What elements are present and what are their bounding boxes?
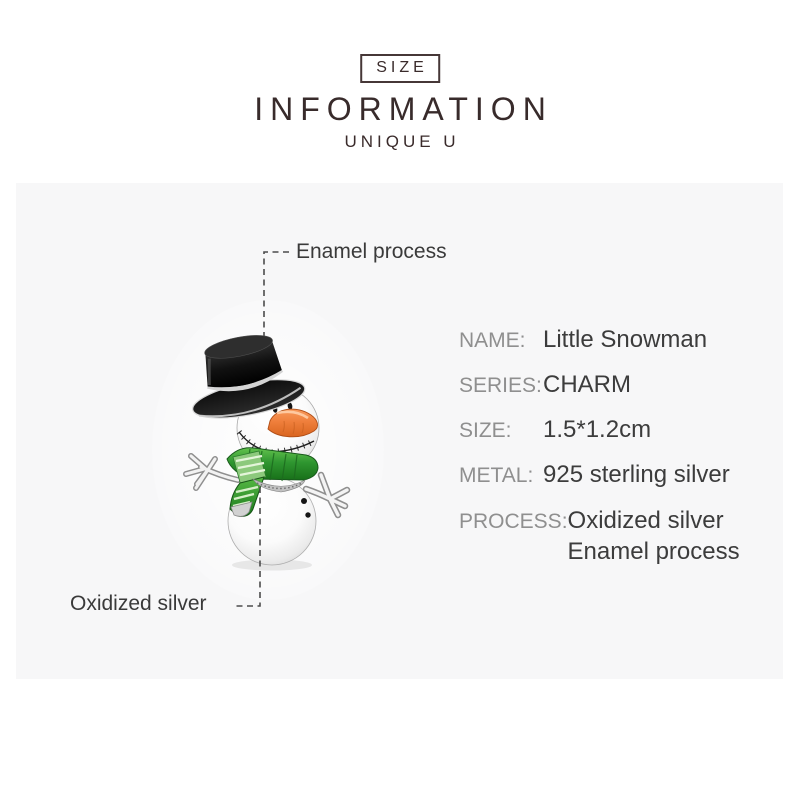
spec-label: SERIES:: [459, 374, 542, 397]
spec-row-series: [459, 370, 769, 401]
spec-value-line1: Oxidized silver: [567, 507, 724, 534]
button-dot: [301, 498, 307, 504]
spec-value: [568, 505, 740, 567]
spec-row-metal: [459, 460, 769, 491]
spec-row-name: [459, 325, 769, 356]
spec-label: NAME:: [459, 329, 526, 352]
spec-label: METAL:: [459, 464, 534, 487]
button-dot: [305, 512, 310, 517]
spec-value: CHARM: [543, 371, 631, 398]
spec-label: PROCESS:: [459, 510, 568, 533]
spec-value: Little Snowman: [543, 326, 708, 353]
spec-value-line2: Enamel process: [567, 538, 740, 565]
page-title: INFORMATION: [254, 91, 553, 127]
page-subtitle: UNIQUE U: [344, 132, 460, 151]
spec-value: 1.5*1.2cm: [543, 416, 652, 443]
spec-row-size: [459, 415, 769, 446]
annotation-oxidized-silver: Oxidized silver: [70, 592, 207, 615]
spec-list: [459, 325, 769, 581]
size-tag: SIZE: [360, 54, 440, 83]
snowman-charm-image: [150, 230, 410, 620]
spec-label: SIZE:: [459, 419, 512, 442]
annotation-enamel-process: Enamel process: [296, 240, 447, 263]
spec-row-process: [459, 505, 769, 567]
spec-value: 925 sterling silver: [543, 461, 730, 488]
